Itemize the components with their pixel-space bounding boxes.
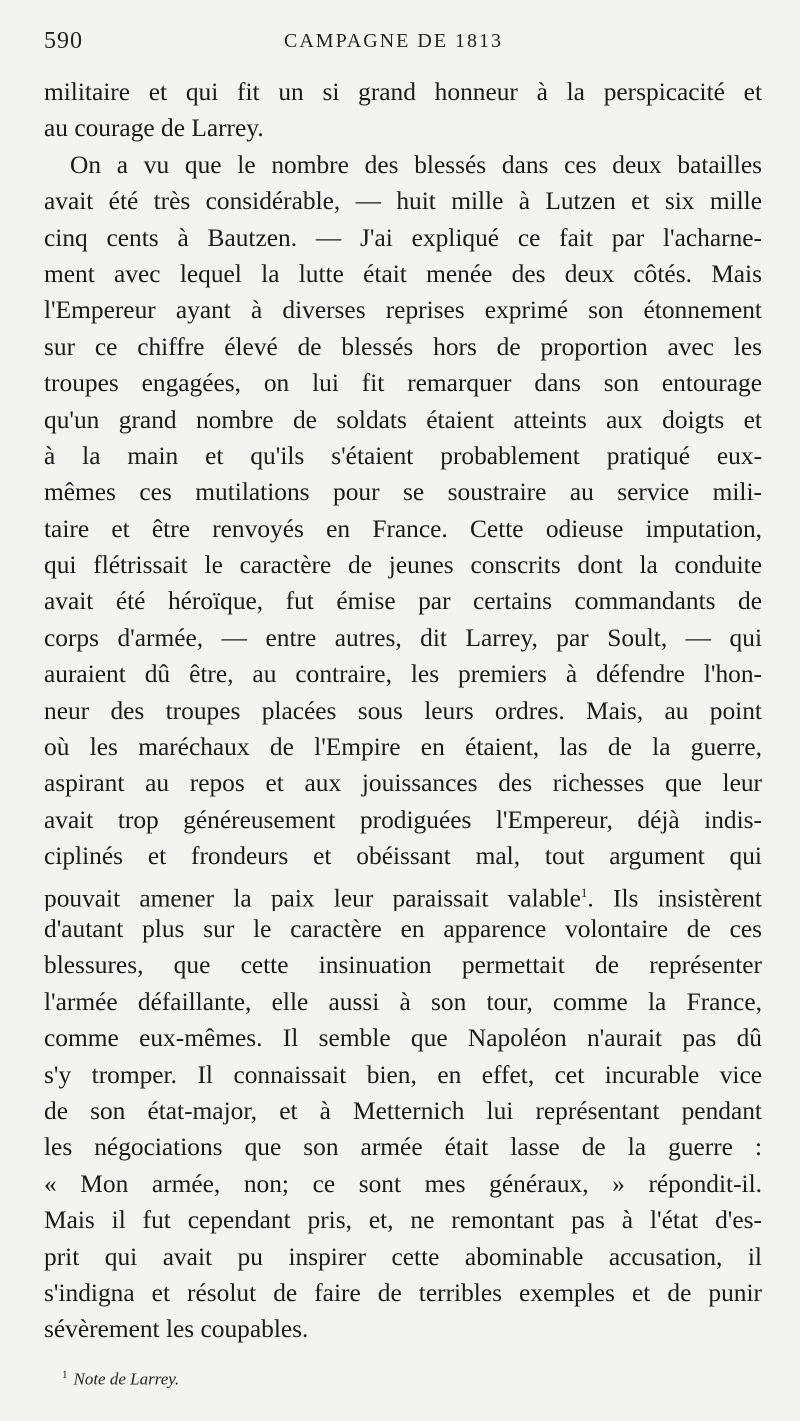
text-line: au courage de Larrey. (44, 114, 264, 143)
text-line: avait été très considérable, — huit mille à Lutzen et six mille (44, 187, 762, 216)
footnote-marker: 1 (62, 1369, 68, 1381)
text-segment: pouvait amener la paix leur paraissait valable (44, 884, 581, 911)
text-line: s'indigna et résolut de faire de terribles exemples et de punir (44, 1278, 762, 1307)
text-line: taire et être renvoyés en France. Cette odieuse imputation, (44, 514, 762, 543)
footnote-reference: 1 (580, 884, 588, 900)
text-line: les négociations que son armée était lasse de la guerre : (44, 1133, 762, 1162)
text-line: avait trop généreusement prodiguées l'Empereur, déjà indis- (44, 805, 762, 834)
text-line: « Mon armée, non; ce sont mes généraux, » répondit-il. (44, 1169, 762, 1198)
text-line: qui flétrissait le caractère de jeunes conscrits dont la conduite (44, 551, 762, 580)
text-line: troupes engagées, on lui fit remarquer dans son entourage (44, 369, 762, 398)
text-line: ment avec lequel la lutte était menée des deux côtés. Mais (44, 259, 762, 288)
footnote (62, 1369, 179, 1390)
body-text (44, 74, 762, 1348)
text-line: s'y tromper. Il connaissait bien, en effet, cet incurable vice (44, 1060, 762, 1089)
text-line: sur ce chiffre élevé de blessés hors de proportion avec les (44, 332, 762, 361)
text-line: blessures, que cette insinuation permettait de représenter (44, 951, 762, 980)
text-line-with-note (44, 875, 762, 911)
text-line: où les maréchaux de l'Empire en étaient, las de la guerre, (44, 733, 762, 762)
text-line: On a vu que le nombre des blessés dans ces deux batailles (70, 150, 762, 179)
text-line: aspirant au repos et aux jouissances des richesses que leur (44, 769, 762, 798)
text-line: prit qui avait pu inspirer cette abominable accusation, il (44, 1242, 762, 1271)
text-line: sévèrement les coupables. (44, 1315, 309, 1344)
footnote-text: Note de Larrey. (73, 1369, 180, 1389)
text-line: mêmes ces mutilations pour se soustraire au service mili- (44, 478, 762, 507)
text-line: à la main et qu'ils s'étaient probablement pratiqué eux- (44, 441, 762, 470)
text-line: avait été héroïque, fut émise par certains commandants de (44, 587, 762, 616)
text-line: comme eux-mêmes. Il semble que Napoléon n'aurait pas dû (44, 1024, 762, 1053)
page-header (44, 28, 764, 60)
text-line: qu'un grand nombre de soldats étaient atteints aux doigts et (44, 405, 762, 434)
running-title: CAMPAGNE DE 1813 (284, 30, 504, 52)
text-line: de son état-major, et à Metternich lui représentant pendant (44, 1096, 762, 1125)
text-line: auraient dû être, au contraire, les premiers à défendre l'hon- (44, 660, 762, 689)
text-line: cinq cents à Bautzen. — J'ai expliqué ce fait par l'acharne- (44, 223, 762, 252)
text-line: l'armée défaillante, elle aussi à son tour, comme la France, (44, 987, 762, 1016)
page-number: 590 (44, 28, 83, 54)
text-line: ciplinés et frondeurs et obéissant mal, tout argument qui (44, 842, 762, 871)
text-line: l'Empereur ayant à diverses reprises exprimé son étonnement (44, 296, 762, 325)
text-line: militaire et qui fit un si grand honneur à la perspicacité et (44, 78, 762, 106)
text-segment: . Ils insistèrent (587, 884, 762, 911)
text-line: Mais il fut cependant pris, et, ne remontant pas à l'état d'es- (44, 1206, 762, 1235)
text-line: d'autant plus sur le caractère en apparence volontaire de ces (44, 914, 762, 943)
text-line: neur des troupes placées sous leurs ordres. Mais, au point (44, 696, 762, 725)
text-line: corps d'armée, — entre autres, dit Larrey, par Soult, — qui (44, 623, 762, 652)
